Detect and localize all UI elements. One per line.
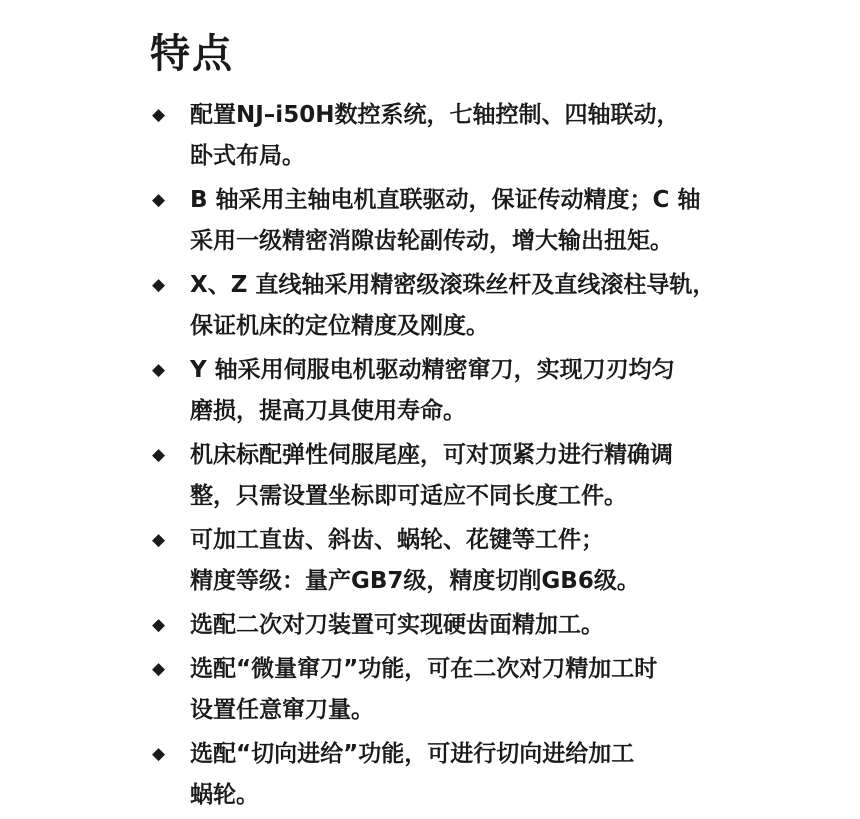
feature-item [150,649,840,731]
feature-line: 保证机床的定位精度及刚度。 [190,313,489,339]
feature-item [150,95,840,177]
feature-line: 配置NJ–i50H数控系统，七轴控制、四轴联动， [190,102,680,128]
feature-line: B 轴采用主轴电机直联驱动，保证传动精度；C 轴 [190,187,701,213]
feature-item [150,734,840,816]
diamond-bullet-icon: ◆ [152,190,166,210]
feature-line: 选配二次对刀装置可实现硬齿面精加工。 [190,612,604,638]
page-title: 特点 [150,31,234,77]
feature-item [150,180,840,262]
diamond-bullet-icon: ◆ [152,744,166,764]
feature-line: 磨损，提高刀具使用寿命。 [190,398,466,424]
feature-line: 采用一级精密消隙齿轮副传动，增大输出扭矩。 [190,228,673,254]
feature-line: 卧式布局。 [190,143,305,169]
feature-line: 精度等级：量产GB7级，精度切削GB6级。 [190,568,640,594]
diamond-bullet-icon: ◆ [152,530,166,550]
feature-line: 整，只需设置坐标即可适应不同长度工件。 [190,483,627,509]
diamond-bullet-icon: ◆ [152,659,166,679]
feature-line: 设置任意窜刀量。 [190,697,374,723]
feature-line: 蜗轮。 [190,782,259,808]
diamond-bullet-icon: ◆ [152,445,166,465]
feature-line: X、Z 直线轴采用精密级滚珠丝杆及直线滚柱导轨， [190,272,716,298]
feature-item [150,435,840,517]
feature-list [150,95,840,819]
feature-item [150,520,840,602]
feature-item [150,350,840,432]
diamond-bullet-icon: ◆ [152,360,166,380]
feature-line: Y 轴采用伺服电机驱动精密窜刀，实现刀刃均匀 [190,357,675,383]
feature-line: 选配“切向进给”功能，可进行切向进给加工 [190,741,635,767]
feature-item [150,265,840,347]
feature-item [150,605,840,646]
diamond-bullet-icon: ◆ [152,105,166,125]
feature-line: 可加工直齿、斜齿、蜗轮、花键等工件； [190,527,604,553]
diamond-bullet-icon: ◆ [152,275,166,295]
diamond-bullet-icon: ◆ [152,615,166,635]
feature-line: 选配“微量窜刀”功能，可在二次对刀精加工时 [190,656,658,682]
feature-line: 机床标配弹性伺服尾座，可对顶紧力进行精确调 [190,442,673,468]
